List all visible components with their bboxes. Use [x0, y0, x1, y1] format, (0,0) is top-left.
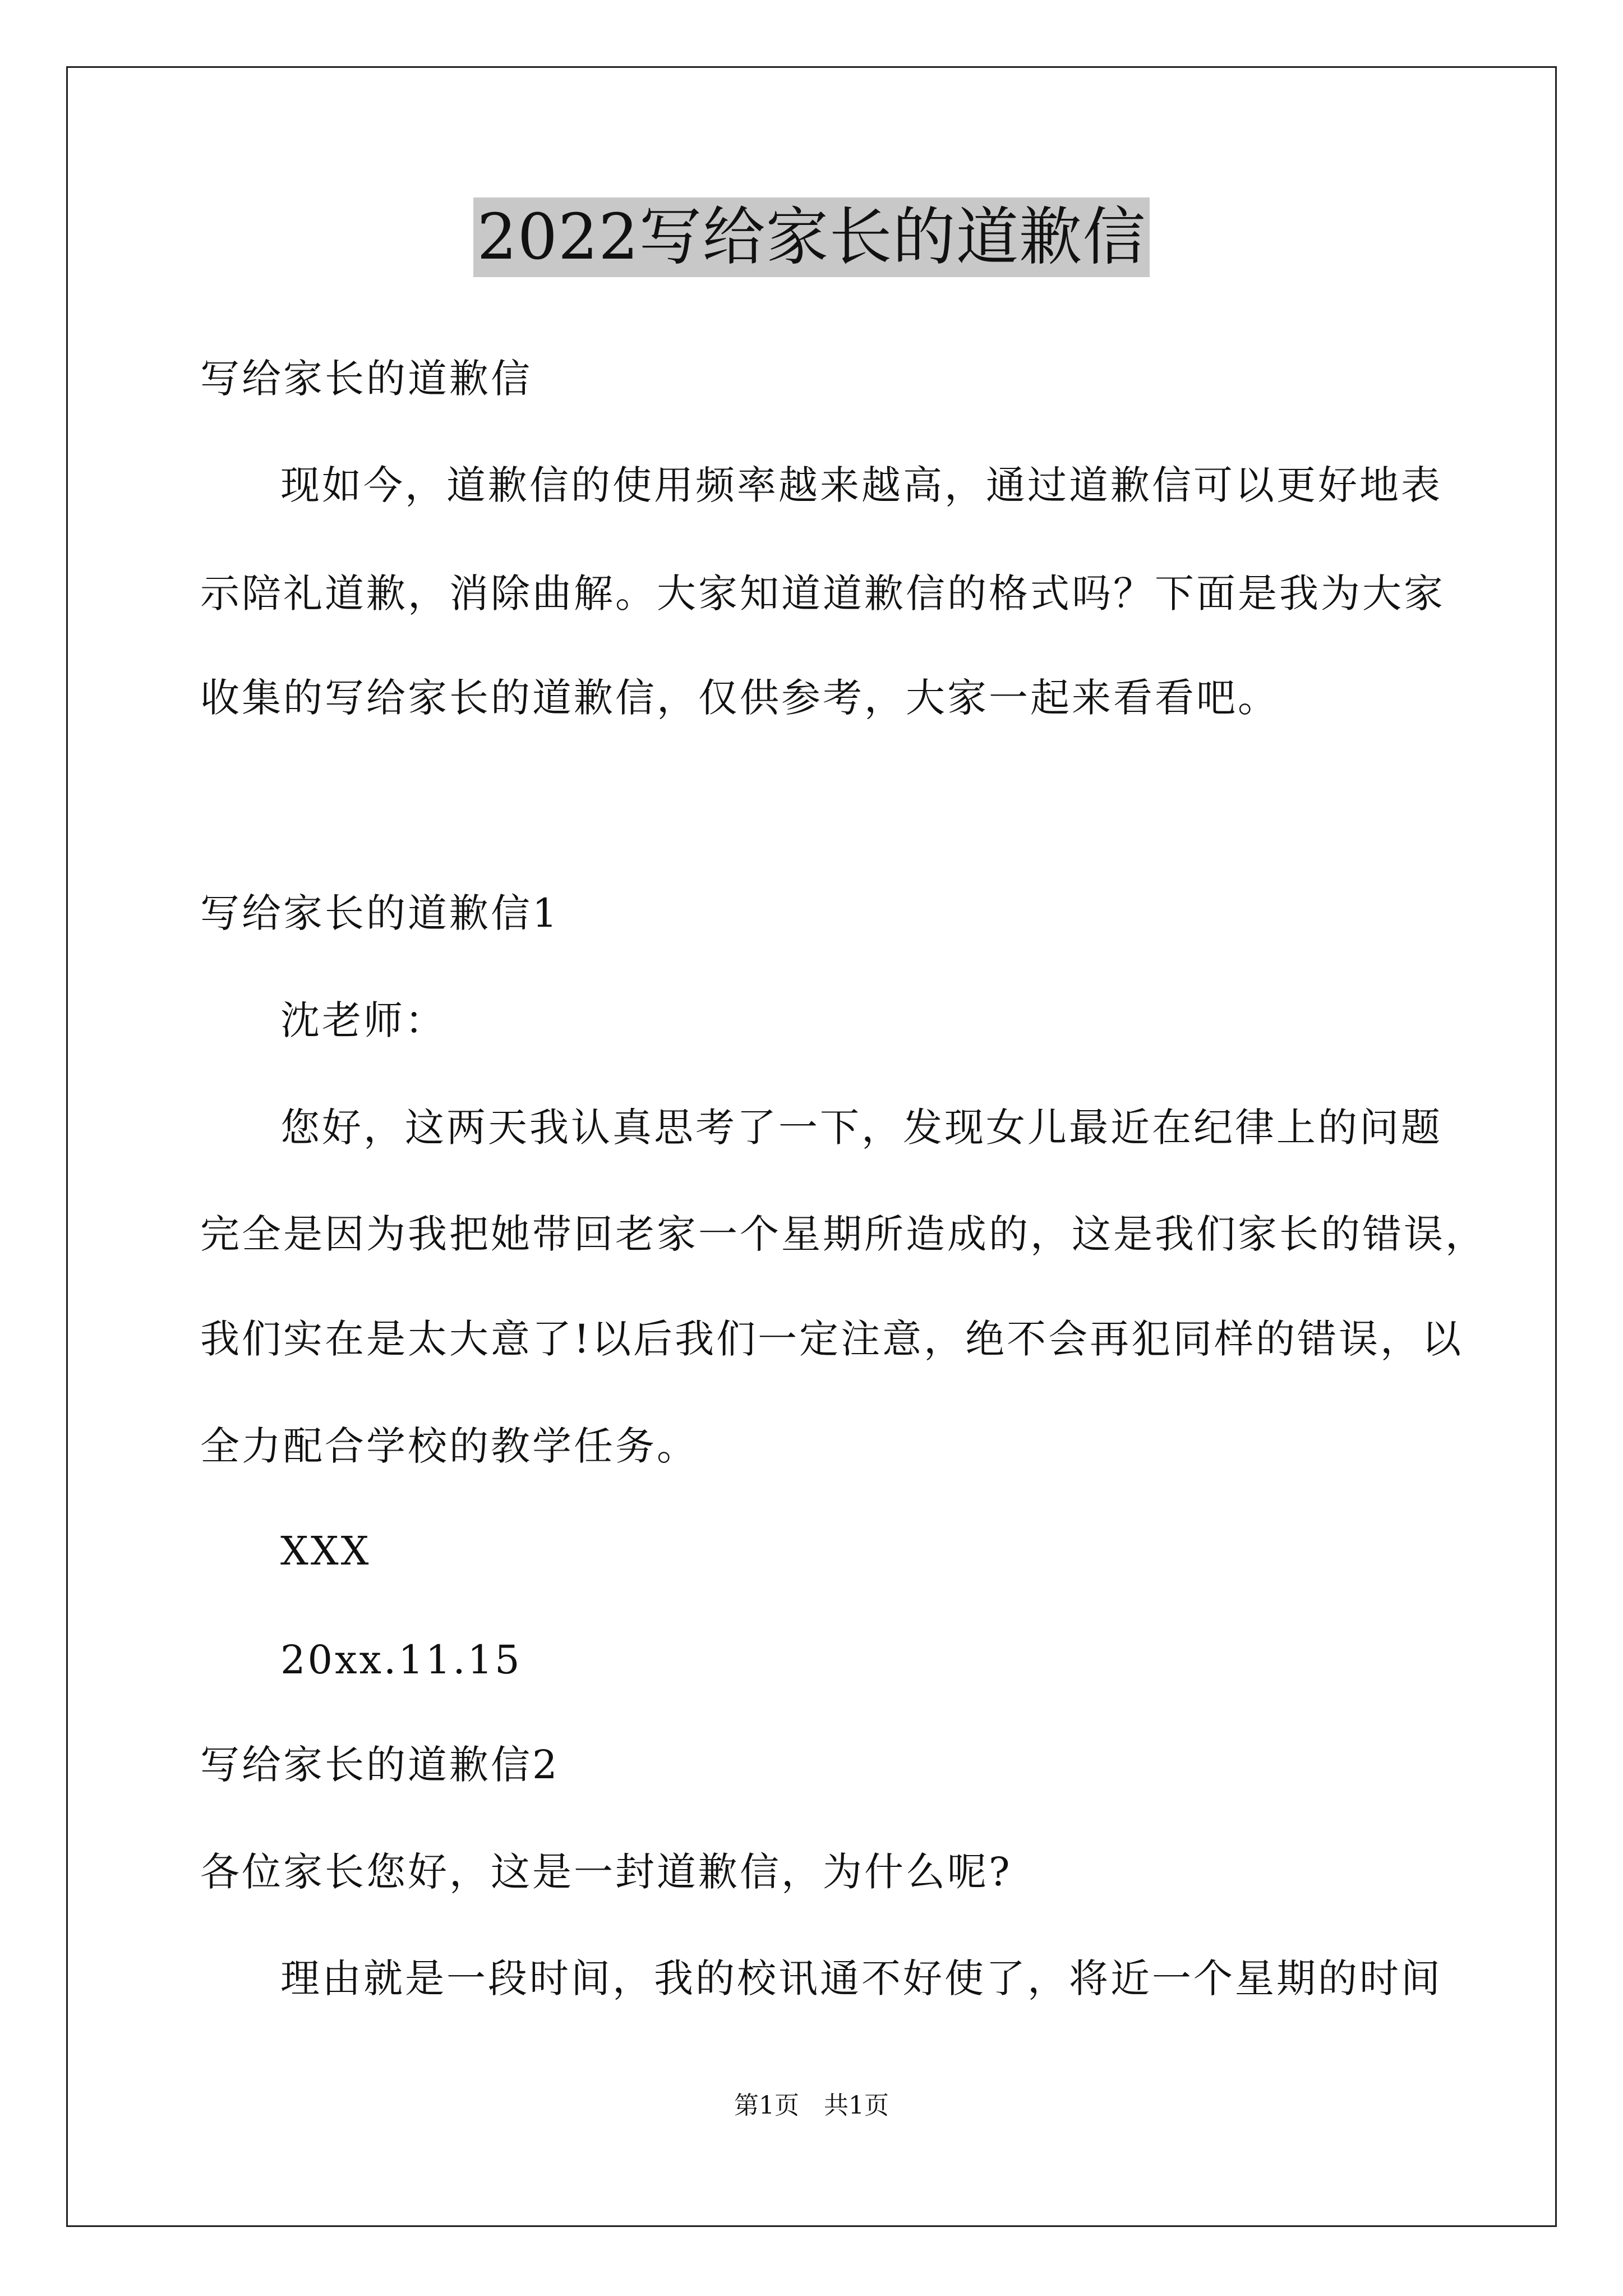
title-container — [0, 197, 1623, 277]
letter1-body-line-4: 全力配合学校的教学任务。 — [200, 1423, 698, 1469]
letter1-heading: 写给家长的道歉信1 — [200, 890, 560, 936]
letter1-body-line-3: 我们实在是太大意了!以后我们一定注意，绝不会再犯同样的错误，以 — [200, 1316, 1464, 1362]
subtitle: 写给家长的道歉信 — [200, 356, 532, 402]
intro-line-2: 示陪礼道歉，消除曲解。大家知道道歉信的格式吗？下面是我为大家 — [200, 570, 1445, 616]
intro-line-1: 现如今，道歉信的使用频率越来越高，通过道歉信可以更好地表 — [280, 462, 1442, 508]
letter1-body-line-1: 您好，这两天我认真思考了一下，发现女儿最近在纪律上的问题 — [280, 1105, 1442, 1151]
intro-line-3: 收集的写给家长的道歉信，仅供参考，大家一起来看看吧。 — [200, 675, 1279, 721]
letter1-date: 20xx.11.15 — [280, 1637, 522, 1683]
letter1-salutation: 沈老师： — [280, 997, 446, 1043]
letter2-body-line-1: 理由就是一段时间，我的校讯通不好使了，将近一个星期的时间 — [280, 1955, 1442, 2001]
letter2-heading: 写给家长的道歉信2 — [200, 1742, 560, 1788]
letter1-signature: XXX — [280, 1528, 371, 1574]
letter2-opening: 各位家长您好，这是一封道歉信，为什么呢? — [200, 1849, 1012, 1895]
letter1-body-line-2: 完全是因为我把她带回老家一个星期所造成的，这是我们家长的错误， — [200, 1211, 1487, 1257]
page-footer: 第1页 共1页 — [734, 2091, 889, 2120]
document-title: 2022写给家长的道歉信 — [473, 197, 1149, 277]
